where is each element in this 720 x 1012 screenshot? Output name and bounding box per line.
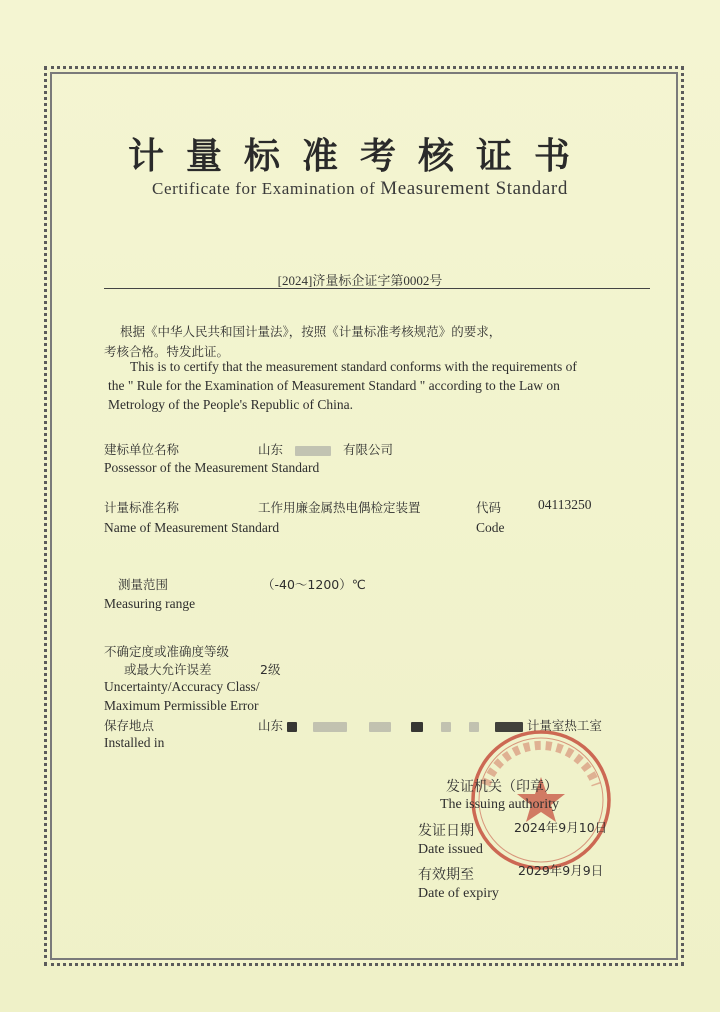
possessor-value-prefix: 山东: [258, 442, 284, 457]
certificate-title-en: [0, 178, 720, 200]
intro-en-line2: the " Rule for the Examination of Measurement Standard " according to the Law on: [108, 378, 560, 393]
code-label-zh: 代码: [476, 500, 502, 515]
date-issued-label-zh: 发证日期: [418, 823, 474, 839]
title-en-prefix: Certificate for Examination of: [152, 179, 376, 198]
uncertainty-label-zh1: 不确定度或准确度等级: [104, 644, 230, 659]
range-label-en: Measuring range: [104, 596, 196, 611]
issuing-authority-zh: 发证机关（印章）: [446, 779, 558, 795]
redacted-block: [313, 722, 347, 732]
standard-name-label-en: Name of Measurement Standard: [104, 520, 280, 535]
uncertainty-label-en1: Uncertainty/Accuracy Class/: [104, 679, 260, 694]
installed-value-prefix: 山东: [258, 718, 284, 733]
date-issued-value: 2024年9月10日: [514, 820, 608, 835]
standard-name-value: 工作用廉金属热电偶检定装置: [258, 500, 421, 515]
expiry-value: 2029年9月9日: [518, 863, 604, 878]
certificate-number: [2024]济量标企证字第0002号: [277, 273, 443, 288]
installed-label-zh: 保存地点: [104, 718, 155, 733]
installed-label-en: Installed in: [104, 735, 165, 750]
possessor-value: [258, 440, 393, 458]
redacted-block: [295, 446, 331, 456]
code-label-en: Code: [476, 520, 505, 535]
intro-zh-line2: 考核合格。特发此证。: [104, 344, 230, 359]
redacted-block: [287, 722, 297, 732]
possessor-label-zh: 建标单位名称: [104, 442, 180, 457]
range-label-zh: 测量范围: [118, 577, 169, 592]
redacted-block: [369, 722, 391, 732]
expiry-label-zh: 有效期至: [418, 867, 474, 883]
standard-name-label-zh: 计量标准名称: [104, 500, 180, 515]
date-issued-label-en: Date issued: [418, 842, 483, 857]
title-en-suffix: Measurement Standard: [380, 178, 568, 199]
divider-line: [104, 288, 650, 289]
uncertainty-label-en2: Maximum Permissible Error: [104, 698, 259, 713]
intro-zh-line1: 根据《中华人民共和国计量法》，按照《计量标准考核规范》的要求，: [120, 324, 502, 339]
redacted-block: [411, 722, 423, 732]
code-value: 04113250: [538, 497, 592, 512]
intro-en-line3: Metrology of the People's Republic of China.: [108, 397, 354, 412]
certificate-title-zh: 计量标准考核证书: [127, 135, 592, 177]
uncertainty-label-zh2: 或最大允许误差: [124, 662, 212, 677]
redacted-block: [441, 722, 451, 732]
possessor-label-en: Possessor of the Measurement Standard: [104, 460, 320, 475]
range-value: （-40～1200）℃: [262, 577, 366, 592]
installed-value-suffix: 计量室热工室: [526, 718, 602, 733]
expiry-label-en: Date of expiry: [418, 886, 499, 901]
possessor-value-suffix: 有限公司: [342, 442, 393, 457]
intro-en-line1: This is to certify that the measurement standard conforms with the requirements of: [130, 359, 577, 374]
uncertainty-value: 2级: [260, 662, 281, 677]
issuing-authority-en: The issuing authority: [440, 797, 559, 812]
